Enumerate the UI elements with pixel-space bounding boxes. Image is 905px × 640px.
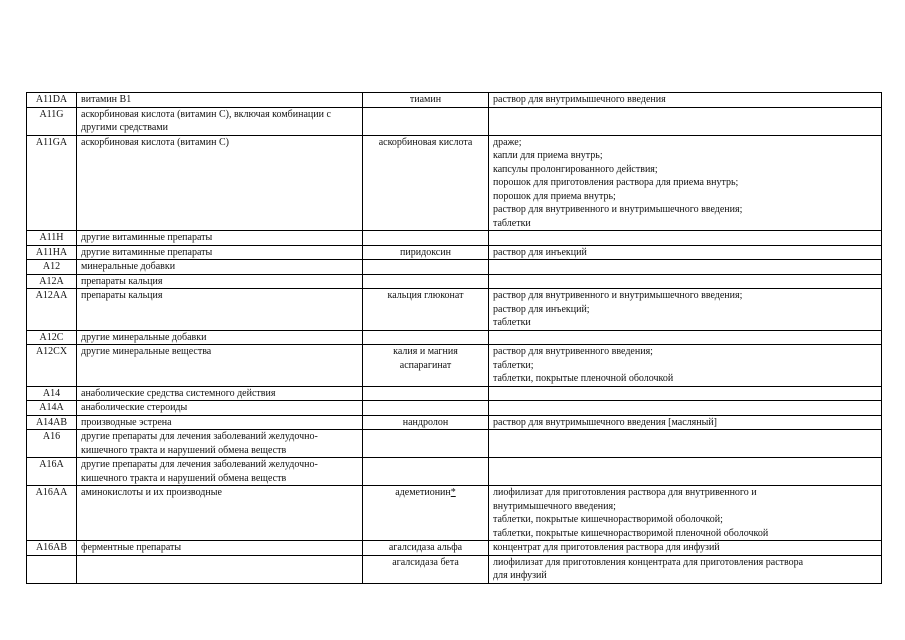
group-name-cell: другие минеральные добавки <box>77 330 363 345</box>
atc-code-cell <box>27 555 77 583</box>
dosage-form-line: для инфузий <box>493 570 547 581</box>
group-name-cell: анаболические стероиды <box>77 401 363 416</box>
drug-name-cell <box>363 486 489 541</box>
table-row <box>27 231 882 246</box>
dosage-form-line: раствор для внутривенного введения; <box>493 346 653 357</box>
drug-footnote-mark: * <box>450 487 456 498</box>
table-row <box>27 386 882 401</box>
atc-code-cell: A12AA <box>27 289 77 331</box>
drug-name-cell <box>363 274 489 289</box>
dosage-form-line: таблетки <box>493 217 531 229</box>
dosage-form-cell <box>489 430 882 458</box>
group-name-cell: препараты кальция <box>77 289 363 331</box>
dosage-form-cell <box>489 401 882 416</box>
group-name-cell: минеральные добавки <box>77 260 363 275</box>
drug-name-cell <box>363 231 489 246</box>
drug-name-cell <box>363 386 489 401</box>
dosage-form-line: раствор для внутривенного и внутримышечного введения; <box>493 290 743 301</box>
dosage-form-line: раствор для внутримышечного введения [масляный] <box>493 416 717 428</box>
atc-code-cell: A12CX <box>27 345 77 387</box>
dosage-form-cell <box>489 93 882 108</box>
drug-name: агалсидаза альфа <box>388 542 463 553</box>
dosage-form-line: внутримышечного введения; <box>493 500 616 512</box>
table-row <box>27 541 882 556</box>
atc-code-cell: A11G <box>27 107 77 135</box>
atc-code-cell: A16A <box>27 458 77 486</box>
atc-code-cell: A14A <box>27 401 77 416</box>
table-row <box>27 486 882 541</box>
dosage-form-cell <box>489 135 882 231</box>
dosage-form-line: раствор для инъекций <box>493 246 587 258</box>
atc-code-cell: A16AA <box>27 486 77 541</box>
drug-name-cell <box>363 93 489 108</box>
dosage-form-line: таблетки <box>493 317 531 328</box>
dosage-form-cell <box>489 386 882 401</box>
dosage-form-cell <box>489 260 882 275</box>
drug-name-cell <box>363 430 489 458</box>
drug-name: тиамин <box>409 94 442 105</box>
atc-code-cell: A16 <box>27 430 77 458</box>
dosage-form-line: капли для приема внутрь; <box>493 150 603 161</box>
dosage-form-cell <box>489 415 882 430</box>
dosage-form-line: порошок для приема внутрь; <box>493 190 616 202</box>
atc-code-cell: A12A <box>27 274 77 289</box>
table-row <box>27 345 882 387</box>
atc-code-cell: A12 <box>27 260 77 275</box>
dosage-form-cell <box>489 107 882 135</box>
drug-name-cell <box>363 458 489 486</box>
group-name-cell <box>77 555 363 583</box>
dosage-form-line: таблетки, покрытые пленочной оболочкой <box>493 373 674 384</box>
drug-name: адеметионин <box>395 487 451 498</box>
atc-code-cell: A14AB <box>27 415 77 430</box>
table-row <box>27 289 882 331</box>
drug-name-cell <box>363 289 489 331</box>
dosage-form-line: таблетки, покрытые кишечнорастворимой пленочной оболочкой <box>493 527 769 539</box>
atc-code-cell: A11GA <box>27 135 77 231</box>
dosage-form-cell <box>489 555 882 583</box>
group-name-cell: аминокислоты и их производные <box>77 486 363 541</box>
table-row <box>27 107 882 135</box>
dosage-form-cell <box>489 289 882 331</box>
dosage-form-line: раствор для внутривенного и внутримышечного введения; <box>493 204 743 215</box>
drug-name-cell <box>363 135 489 231</box>
drug-name-cell <box>363 245 489 260</box>
atc-code-cell: A11DA <box>27 93 77 108</box>
group-name-cell: другие витаминные препараты <box>77 231 363 246</box>
dosage-form-line: порошок для приготовления раствора для приема внутрь; <box>493 177 739 188</box>
atc-code-cell: A12C <box>27 330 77 345</box>
dosage-form-line: лиофилизат для приготовления раствора для внутривенного и <box>493 487 757 498</box>
table-row <box>27 401 882 416</box>
table-row <box>27 274 882 289</box>
drug-name: агалсидаза бета <box>392 556 459 568</box>
dosage-form-line: таблетки, покрытые кишечнорастворимой оболочкой; <box>493 514 723 525</box>
atc-code-cell: A16AB <box>27 541 77 556</box>
drug-name-cell <box>363 107 489 135</box>
drug-name-cell <box>363 401 489 416</box>
drug-name: кальция глюконат <box>387 290 464 301</box>
dosage-form-line: концентрат для приготовления раствора для инфузий <box>493 542 720 553</box>
table-row <box>27 245 882 260</box>
table-row <box>27 458 882 486</box>
dosage-form-cell <box>489 245 882 260</box>
drug-name: калия и магния аспарагинат <box>393 346 458 371</box>
dosage-form-line: лиофилизат для приготовления концентрата для приготовления раствора <box>493 556 804 568</box>
table-row <box>27 430 882 458</box>
drug-classification-table <box>26 92 882 584</box>
group-name-cell: производные эстрена <box>77 415 363 430</box>
drug-name-cell <box>363 541 489 556</box>
dosage-form-cell <box>489 274 882 289</box>
atc-code-cell: A11H <box>27 231 77 246</box>
table-body <box>27 93 882 584</box>
group-name-cell: ферментные препараты <box>77 541 363 556</box>
group-name-cell: аскорбиновая кислота (витамин С), включая комбинации с другими средствами <box>77 107 363 135</box>
drug-name: пиридоксин <box>400 246 451 258</box>
group-name-cell: другие витаминные препараты <box>77 245 363 260</box>
group-name-cell: витамин B1 <box>77 93 363 108</box>
drug-name-cell <box>363 555 489 583</box>
drug-name: нандролон <box>402 416 449 428</box>
drug-name: аскорбиновая кислота <box>378 136 473 148</box>
dosage-form-line: раствор для инъекций; <box>493 303 590 315</box>
table-row <box>27 260 882 275</box>
drug-name-cell <box>363 345 489 387</box>
group-name-cell: анаболические средства системного действия <box>77 386 363 401</box>
dosage-form-line: таблетки; <box>493 359 534 371</box>
dosage-form-cell <box>489 458 882 486</box>
dosage-form-cell <box>489 231 882 246</box>
dosage-form-cell <box>489 345 882 387</box>
dosage-form-line: раствор для внутримышечного введения <box>493 94 666 105</box>
table-row <box>27 555 882 583</box>
table-row <box>27 93 882 108</box>
drug-name-cell <box>363 415 489 430</box>
table-row <box>27 135 882 231</box>
group-name-cell: другие препараты для лечения заболеваний желудочно-кишечного тракта и нарушений обмена веществ <box>77 430 363 458</box>
group-name-cell: аскорбиновая кислота (витамин С) <box>77 135 363 231</box>
group-name-cell: другие минеральные вещества <box>77 345 363 387</box>
atc-code-cell: A11HA <box>27 245 77 260</box>
group-name-cell: другие препараты для лечения заболеваний желудочно-кишечного тракта и нарушений обмена веществ <box>77 458 363 486</box>
dosage-form-cell <box>489 541 882 556</box>
dosage-form-line: драже; <box>493 136 522 148</box>
group-name-cell: препараты кальция <box>77 274 363 289</box>
dosage-form-cell <box>489 486 882 541</box>
drug-name-cell <box>363 260 489 275</box>
dosage-form-cell <box>489 330 882 345</box>
dosage-form-line: капсулы пролонгированного действия; <box>493 163 658 175</box>
table-row <box>27 415 882 430</box>
table-row <box>27 330 882 345</box>
atc-code-cell: A14 <box>27 386 77 401</box>
drug-name-cell <box>363 330 489 345</box>
